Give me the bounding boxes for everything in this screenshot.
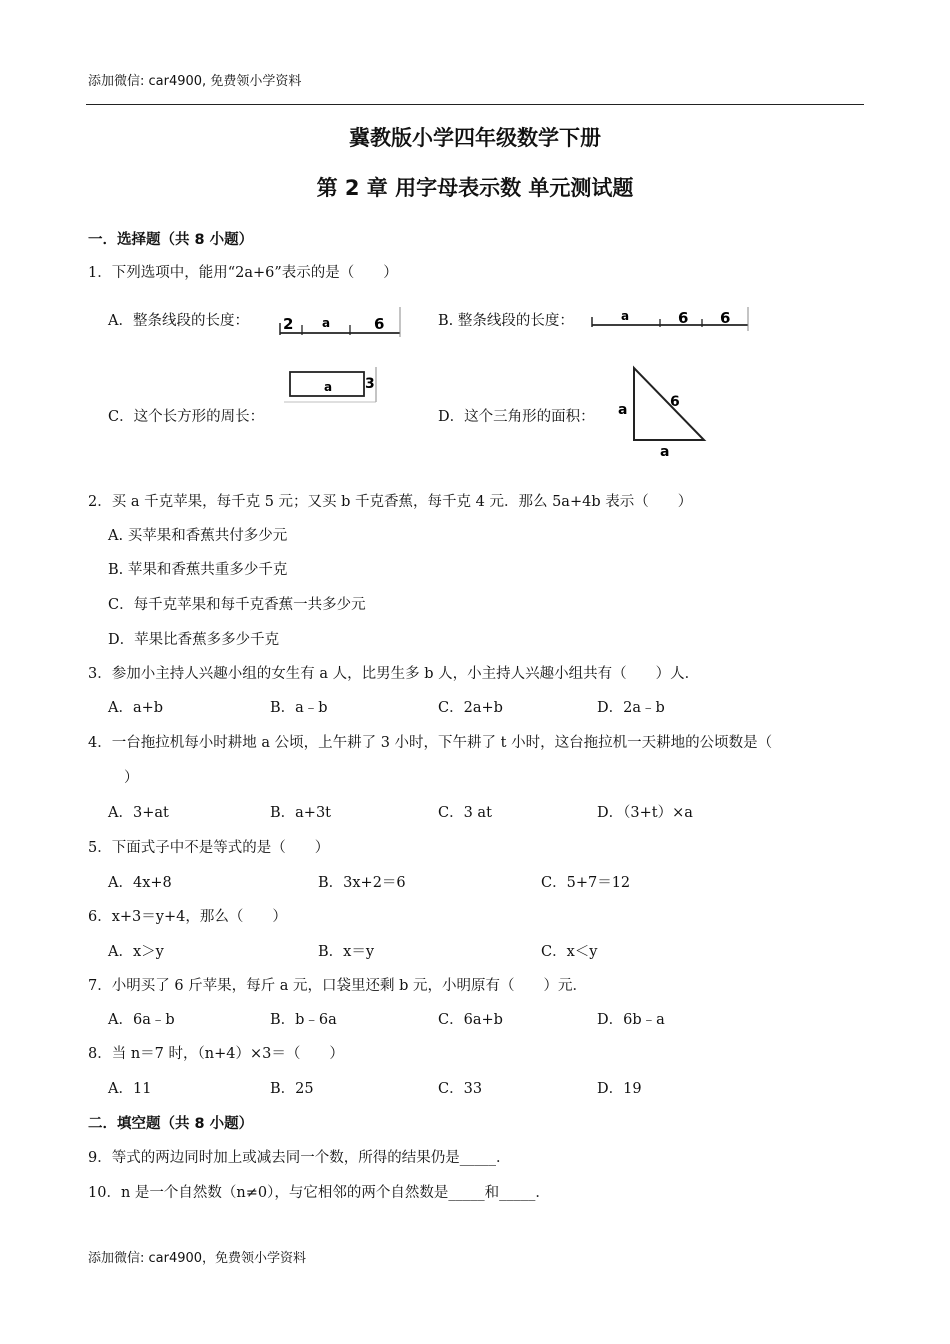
q2-option-d: D．苹果比香蕉多多少千克 [108,632,280,648]
q1-option-b: B. 整条线段的长度： [438,313,574,329]
doc-title: 冀教版小学四年级数学下册 [349,126,601,150]
q3-option-d: D．2a﹣b [597,700,665,716]
q4-option-a: A．3+at [108,805,169,821]
q1-option-c: C．这个长方形的周长： [108,409,265,425]
q8-stem: 8．当 n＝7 时，（n+4）×3＝（ ） [88,1046,344,1062]
q2-option-c: C．每千克苹果和每千克香蕉一共多少元 [108,597,366,613]
q1-figure-c [284,366,380,404]
q4-option-d: D．（3+t）×a [597,805,693,821]
q1a-label-2: 2 [283,315,294,333]
q1-figure-d [614,364,710,458]
q4-option-b: B．a+3t [270,805,332,821]
q1a-label-a: a [322,316,331,330]
q6-option-c: C．x＜y [541,944,598,960]
q8-option-d: D．19 [597,1081,642,1097]
footer-note: 添加微信: car4900，免费领小学资料 [88,1251,307,1266]
q1c-label-a: a [324,380,333,394]
q3-option-b: B．a﹣b [270,700,328,716]
q8-option-a: A．11 [108,1081,152,1097]
doc-subtitle: 第 2 章 用字母表示数 单元测试题 [316,176,634,200]
q7-stem: 7．小明买了 6 斤苹果，每斤 a 元，口袋里还剩 b 元，小明原有（ ）元． [88,978,588,994]
q1b-label-6b: 6 [720,309,731,327]
q7-option-c: C．6a+b [438,1012,503,1028]
q4-stem-continued: ） [124,770,139,786]
q6-stem: 6．x+3＝y+4，那么（ ） [88,909,287,925]
q2-option-a: A. 买苹果和香蕉共付多少元 [108,528,288,544]
q5-option-c: C．5+7＝12 [541,875,631,891]
q1b-label-a: a [621,309,630,323]
q1d-label-a-left: a [618,402,628,418]
section-choice-heading: 一．选择题（共 8 小题） [88,232,254,248]
q7-option-d: D．6b﹣a [597,1012,665,1028]
q1a-label-6: 6 [374,315,385,333]
q1-option-d: D．这个三角形的面积： [438,409,595,425]
q8-option-c: C．33 [438,1081,483,1097]
q4-stem: 4．一台拖拉机每小时耕地 a 公顷，上午耕了 3 小时，下午耕了 t 小时，这台拖拉机一天耕地的公顷数是（ [88,735,773,751]
q6-option-b: B．x＝y [318,944,375,960]
q5-option-b: B．3x+2＝6 [318,875,406,891]
q4-option-c: C．3 at [438,805,492,821]
q1d-label-a-bottom: a [660,444,670,458]
q7-option-b: B．b﹣6a [270,1012,337,1028]
q2-option-b: B. 苹果和香蕉共重多少千克 [108,562,288,578]
q1d-label-6: 6 [670,394,680,410]
q7-option-a: A．6a﹣b [108,1012,175,1028]
q10-stem: 10．n 是一个自然数（n≠0），与它相邻的两个自然数是_____和_____． [88,1185,550,1201]
q3-option-a: A．a+b [108,700,164,716]
q1-option-a: A．整条线段的长度： [108,313,249,329]
q3-stem: 3．参加小主持人兴趣小组的女生有 a 人，比男生多 b 人，小主持人兴趣小组共有（ ）人． [88,666,700,682]
header-note: 添加微信: car4900, 免费领小学资料 [88,74,302,89]
q6-option-a: A．x＞y [108,944,164,960]
q2-stem: 2．买 a 千克苹果，每千克 5 元；又买 b 千克香蕉，每千克 4 元．那么 5a+4b 表示（ ） [88,494,693,510]
q1-figure-b [588,305,754,335]
q1-figure-a [278,305,408,339]
header-rule [86,104,864,105]
q1c-label-3: 3 [365,376,375,392]
q3-option-c: C．2a+b [438,700,503,716]
q1-stem: 1．下列选项中，能用“2a+6”表示的是（ ） [88,265,398,281]
q1b-label-6a: 6 [678,309,689,327]
q8-option-b: B．25 [270,1081,314,1097]
section-fill-heading: 二．填空题（共 8 小题） [88,1116,254,1132]
q5-stem: 5．下面式子中不是等式的是（ ） [88,840,330,856]
q5-option-a: A．4x+8 [108,875,172,891]
q9-stem: 9．等式的两边同时加上或减去同一个数，所得的结果仍是_____． [88,1150,511,1166]
